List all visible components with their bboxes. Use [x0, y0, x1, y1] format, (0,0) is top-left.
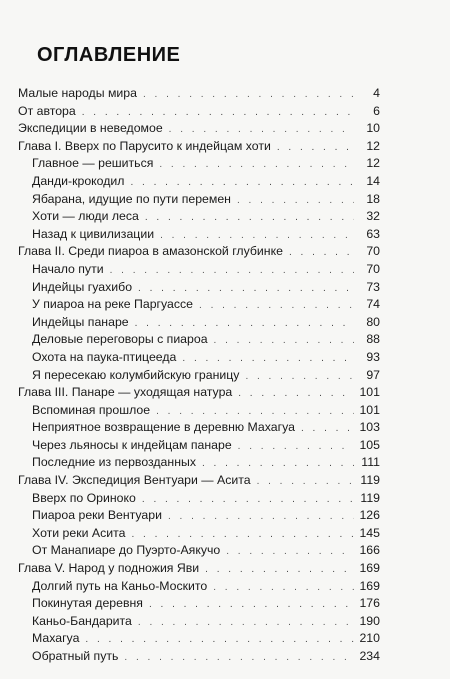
- toc-entry-title: Глава IV. Экспедиция Вентуари — Асита: [18, 473, 251, 488]
- dot-leader: [301, 420, 354, 438]
- dot-leader: [237, 192, 354, 210]
- toc-entry-title: Хоти — люди леса: [32, 209, 139, 224]
- toc-entry-title: Индейцы панаре: [32, 314, 129, 329]
- toc-entry: [18, 173, 380, 191]
- dot-leader: [182, 350, 354, 368]
- dot-leader: [226, 543, 354, 561]
- table-of-contents: [18, 85, 380, 666]
- dot-leader: [149, 596, 354, 614]
- toc-entry-title: Последние из первозданных: [32, 455, 196, 470]
- dot-leader: [159, 156, 354, 174]
- dot-leader: [238, 438, 354, 456]
- dot-leader: [143, 86, 354, 104]
- toc-entry-page-number: 70: [366, 261, 380, 276]
- toc-entry: [18, 208, 380, 226]
- toc-entry-page-number: 10: [366, 121, 380, 136]
- toc-entry-title: Деловые переговоры с пиароа: [32, 332, 208, 347]
- toc-entry-page-number: 119: [360, 490, 380, 505]
- toc-entry-title: У пиароа на реке Паргуассе: [32, 297, 194, 312]
- toc-entry-title: Глава I. Вверх по Парусито к индейцам хоти: [18, 138, 271, 153]
- toc-entry: [18, 613, 380, 631]
- toc-entry: [18, 120, 380, 138]
- toc-entry: [18, 296, 380, 314]
- dot-leader: [156, 403, 354, 421]
- toc-entry: [18, 437, 380, 455]
- toc-entry: [18, 507, 380, 525]
- dot-leader: [145, 209, 354, 227]
- toc-entry-title: Каньо-Бандарита: [32, 613, 132, 628]
- toc-entry-page-number: 190: [359, 613, 380, 628]
- toc-entry-page-number: 119: [360, 473, 380, 488]
- toc-entry-title: Хоти реки Асита: [32, 525, 126, 540]
- toc-entry-page-number: 70: [366, 244, 380, 259]
- toc-entry-page-number: 103: [359, 420, 380, 435]
- dot-leader: [142, 491, 354, 509]
- toc-entry-page-number: 166: [359, 543, 380, 558]
- toc-entry-page-number: 63: [366, 226, 380, 241]
- toc-entry-page-number: 88: [366, 332, 380, 347]
- toc-entry: [18, 331, 380, 349]
- toc-entry-title: Назад к цивилизации: [32, 226, 155, 241]
- toc-entry-page-number: 101: [359, 402, 380, 417]
- dot-leader: [205, 561, 354, 579]
- toc-entry-title: Малые народы мира: [18, 86, 137, 100]
- toc-entry: [18, 595, 380, 613]
- toc-entry: [18, 103, 380, 121]
- toc-entry-page-number: 73: [366, 279, 380, 294]
- toc-entry: [18, 243, 380, 261]
- toc-entry-title: Начало пути: [32, 261, 104, 276]
- dot-leader: [85, 631, 354, 649]
- toc-entry-page-number: 101: [359, 385, 380, 400]
- toc-entry: [18, 630, 380, 648]
- toc-entry: [18, 349, 380, 367]
- dot-leader: [168, 508, 354, 526]
- toc-entry-title: Глава V. Народ у подножия Яви: [18, 561, 200, 576]
- toc-entry-title: Главное — решиться: [32, 156, 154, 171]
- toc-entry-title: Охота на паука-птицееда: [32, 349, 177, 364]
- toc-entry: [18, 138, 380, 156]
- toc-entry-title: Через льяносы к индейцам панаре: [32, 437, 232, 452]
- toc-entry: [18, 454, 380, 472]
- dot-leader: [131, 526, 354, 544]
- toc-entry: [18, 472, 380, 490]
- toc-entry-page-number: 14: [366, 173, 380, 188]
- toc-entry-page-number: 97: [366, 367, 380, 382]
- dot-leader: [214, 332, 354, 350]
- dot-leader: [238, 385, 354, 403]
- toc-entry: [18, 191, 380, 209]
- toc-entry-page-number: 12: [366, 138, 380, 153]
- toc-entry-page-number: 126: [359, 508, 380, 523]
- toc-entry: [18, 314, 380, 332]
- dot-leader: [277, 139, 354, 157]
- toc-entry-title: Вверх по Ориноко: [32, 490, 136, 505]
- dot-leader: [289, 244, 354, 262]
- toc-entry-page-number: 169: [359, 578, 380, 593]
- toc-entry-page-number: 105: [359, 437, 380, 452]
- dot-leader: [213, 579, 354, 597]
- toc-entry: [18, 560, 380, 578]
- dot-leader: [110, 262, 354, 280]
- dot-leader: [135, 315, 354, 333]
- toc-entry: [18, 490, 380, 508]
- toc-entry: [18, 525, 380, 543]
- toc-entry: [18, 85, 380, 103]
- toc-entry: [18, 384, 380, 402]
- dot-leader: [82, 104, 354, 122]
- toc-entry-page-number: 12: [366, 156, 380, 171]
- toc-entry-page-number: 145: [359, 525, 380, 540]
- toc-entry: [18, 402, 380, 420]
- dot-leader: [199, 297, 354, 315]
- toc-entry-title: Махагуа: [32, 631, 80, 646]
- toc-entry-page-number: 80: [366, 314, 380, 329]
- toc-entry-title: Экспедиции в неведомое: [18, 121, 163, 136]
- toc-entry-title: Обратный путь: [32, 649, 119, 663]
- toc-entry-title: Глава III. Панаре — уходящая натура: [18, 385, 233, 400]
- toc-entry-page-number: 4: [373, 86, 380, 100]
- toc-entry-page-number: 111: [361, 455, 380, 470]
- dot-leader: [169, 121, 354, 139]
- dot-leader: [257, 473, 354, 491]
- toc-entry-page-number: 6: [373, 103, 380, 118]
- dot-leader: [130, 174, 354, 192]
- toc-entry-page-number: 169: [359, 561, 380, 576]
- toc-entry-title: Я пересекаю колумбийскую границу: [32, 367, 240, 382]
- toc-entry-title: Неприятное возвращение в деревню Махагуа: [32, 420, 295, 435]
- toc-entry: [18, 648, 380, 666]
- toc-entry-title: От Манапиаре до Пуэрто-Аякучо: [32, 543, 221, 558]
- toc-entry-page-number: 210: [359, 631, 380, 646]
- toc-entry-title: Покинутая деревня: [32, 596, 143, 611]
- toc-entry-page-number: 18: [366, 191, 380, 206]
- dot-leader: [124, 649, 354, 667]
- dot-leader: [202, 455, 354, 473]
- toc-entry-page-number: 176: [359, 596, 380, 611]
- toc-entry: [18, 419, 380, 437]
- toc-entry: [18, 155, 380, 173]
- dot-leader: [138, 614, 354, 632]
- toc-entry-title: Данди-крокодил: [32, 173, 125, 188]
- toc-entry-page-number: 32: [366, 209, 380, 224]
- toc-entry-title: Глава II. Среди пиароа в амазонской глубинке: [18, 244, 283, 259]
- toc-entry-title: Вспоминая прошлое: [32, 402, 151, 417]
- toc-entry-title: Пиароа реки Вентуари: [32, 508, 162, 523]
- dot-leader: [245, 368, 354, 386]
- toc-entry-page-number: 93: [366, 349, 380, 364]
- toc-entry: [18, 261, 380, 279]
- toc-entry-title: Долгий путь на Каньо-Москито: [32, 578, 208, 593]
- page-title: ОГЛАВЛЕНИЕ: [37, 44, 181, 66]
- dot-leader: [138, 280, 354, 298]
- toc-entry-title: Индейцы гуахибо: [32, 279, 133, 294]
- toc-entry: [18, 542, 380, 560]
- toc-entry-title: От автора: [18, 103, 76, 118]
- toc-entry: [18, 367, 380, 385]
- toc-entry-page-number: 234: [359, 649, 380, 663]
- toc-entry: [18, 279, 380, 297]
- toc-entry-title: Ябарана, идущие по пути перемен: [32, 191, 231, 206]
- toc-entry: [18, 578, 380, 596]
- toc-entry: [18, 226, 380, 244]
- toc-entry-page-number: 74: [366, 297, 380, 312]
- dot-leader: [160, 227, 354, 245]
